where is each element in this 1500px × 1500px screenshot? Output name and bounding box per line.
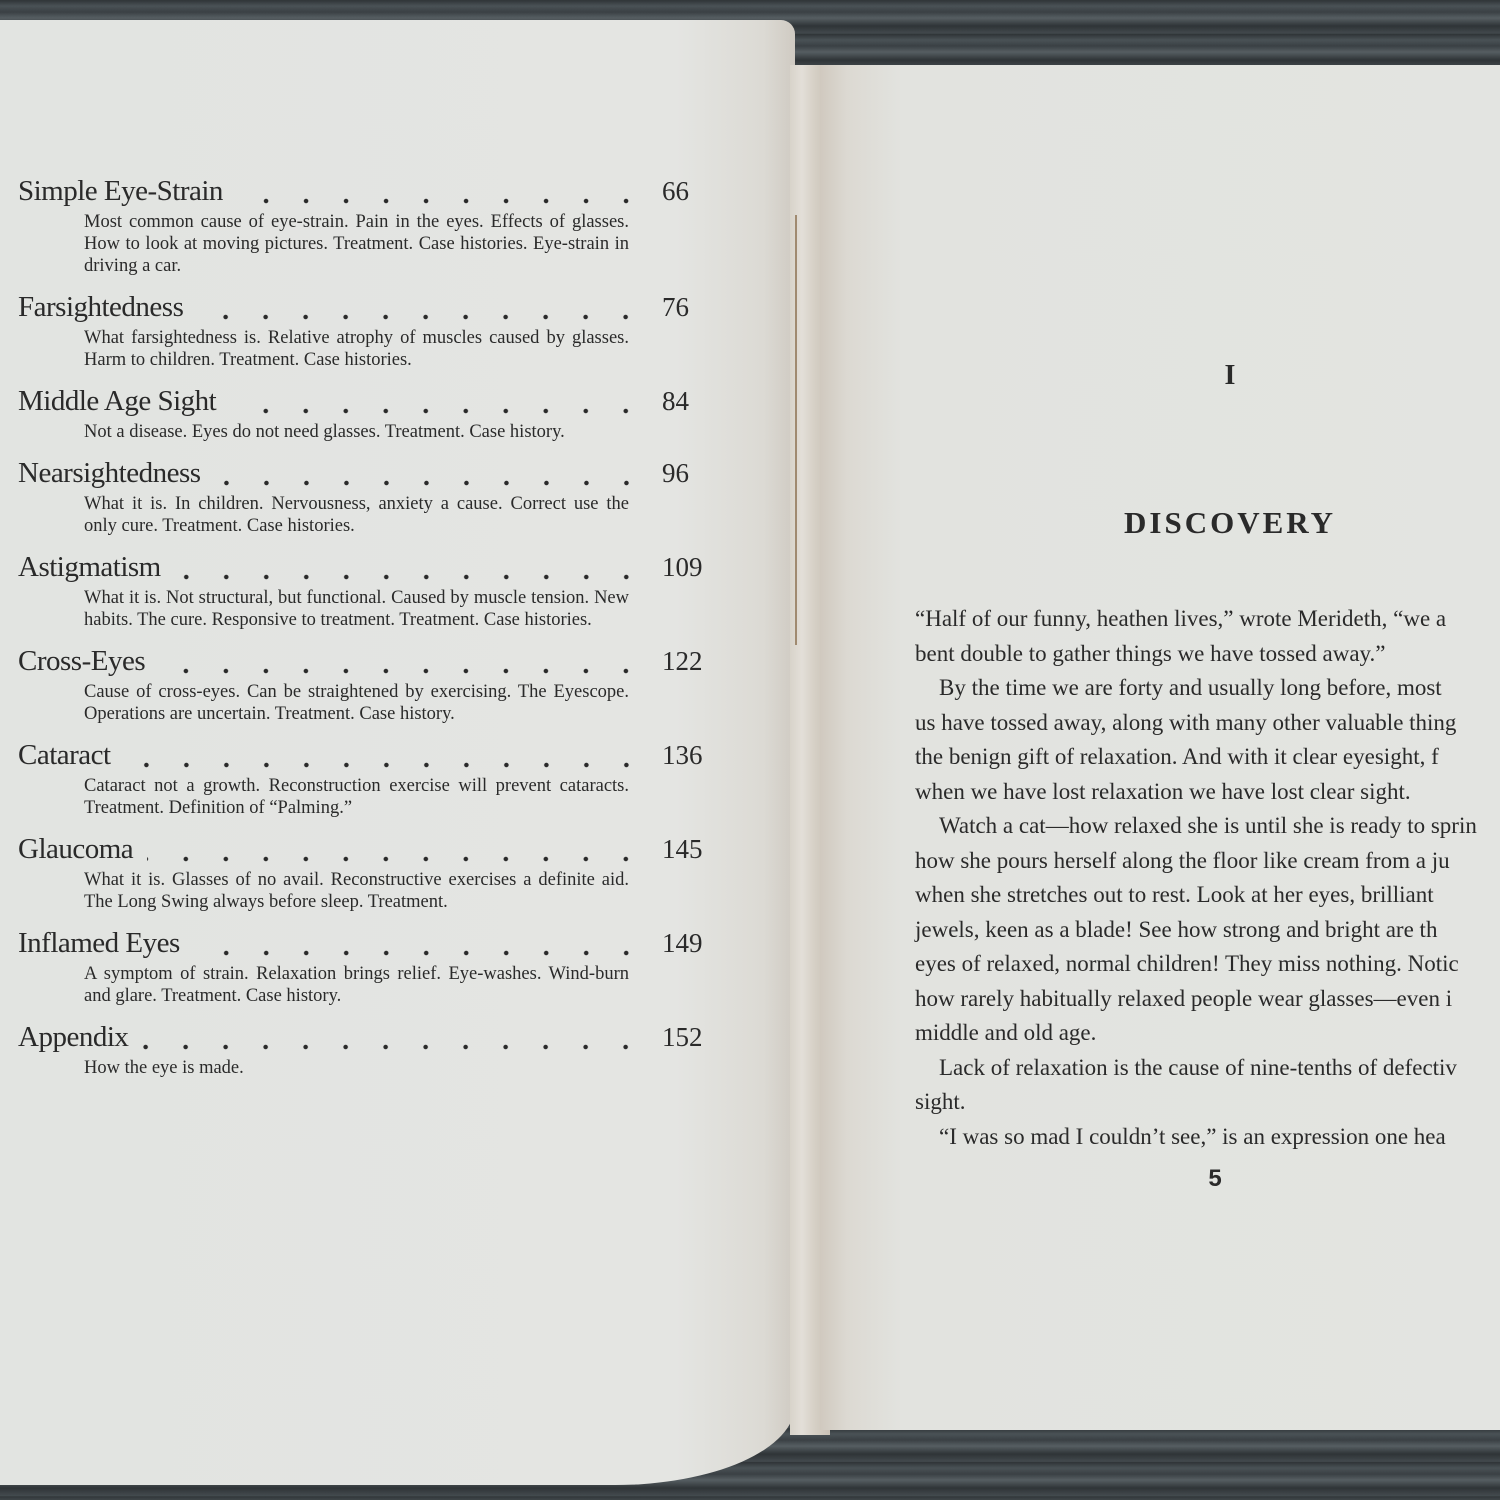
- body-line: when she stretches out to rest. Look at her eyes, brilliant: [915, 882, 1434, 907]
- body-line: jewels, keen as a blade! See how strong and bright are th: [915, 916, 1438, 942]
- body-line: us have tossed away, along with many other valuable thing: [915, 709, 1457, 735]
- toc-entry-page: 136: [662, 740, 703, 770]
- toc-entry-title: Simple Eye-Strain: [18, 175, 223, 207]
- dot-leader: [230, 407, 646, 415]
- dot-leader: [125, 761, 646, 769]
- toc-entry: [18, 385, 718, 443]
- toc-entry-title: Glaucoma: [18, 833, 134, 865]
- toc-entry-page: 66: [662, 176, 689, 206]
- toc-entry: [18, 291, 718, 371]
- toc-entry-page: 84: [662, 386, 689, 416]
- toc-entry-title: Astigmatism: [18, 551, 161, 583]
- toc-entry: [18, 1021, 718, 1079]
- toc-entry-title: Middle Age Sight: [18, 385, 217, 417]
- dot-leader: [159, 667, 646, 675]
- toc-entry: [18, 175, 718, 277]
- table-of-contents: [18, 175, 718, 1093]
- toc-entry-title: Nearsightedness: [18, 457, 201, 489]
- toc-entry-description: Cataract not a growth. Reconstruction exercise will prevent cataracts. Treatment. Definition of “Palming.”: [84, 776, 629, 818]
- toc-entry-title: Inflamed Eyes: [18, 927, 180, 959]
- toc-entry-title: Appendix: [18, 1021, 129, 1053]
- toc-entry-description: A symptom of strain. Relaxation brings relief. Eye-washes. Wind-burn and glare. Treatment. Case history.: [84, 964, 629, 1006]
- toc-entry-description: What farsightedness is. Relative atrophy of muscles caused by glasses. Harm to children. Treatment. Case histories.: [84, 328, 629, 370]
- toc-entry-page: 122: [662, 646, 703, 676]
- toc-entry: [18, 739, 718, 819]
- body-line: how rarely habitually relaxed people wear glasses—even i: [915, 985, 1453, 1011]
- body-line: Watch a cat—how relaxed she is until she is ready to sprin: [939, 813, 1477, 838]
- body-line: middle and old age.: [915, 1020, 1097, 1045]
- chapter-number: I: [1224, 360, 1236, 391]
- body-line: By the time we are forty and usually long before, most: [939, 675, 1442, 700]
- toc-entry-title: Cataract: [18, 739, 111, 771]
- toc-entry-description: How the eye is made.: [84, 1058, 244, 1078]
- toc-entry-page: 76: [662, 292, 689, 322]
- body-line: how she pours herself along the floor like cream from a ju: [915, 847, 1450, 873]
- toc-entry-description: Most common cause of eye-strain. Pain in the eyes. Effects of glasses. How to look at moving pictures. Treatment. Case histories. Eye-strain in driving a car.: [84, 212, 629, 276]
- toc-entry-description: What it is. Not structural, but functional. Caused by muscle tension. New habits. The cure. Responsive to treatment. Treatment. Case histories.: [84, 588, 629, 630]
- toc-entry-description: What it is. In children. Nervousness, anxiety a cause. Correct use the only cure. Treatment. Case histories.: [84, 494, 629, 536]
- toc-entry-page: 149: [662, 928, 703, 958]
- toc-entry-description: Not a disease. Eyes do not need glasses. Treatment. Case history.: [84, 422, 565, 442]
- body-line: “Half of our funny, heathen lives,” wrote Merideth, “we a: [915, 606, 1447, 631]
- toc-entry-page: 152: [662, 1022, 703, 1052]
- body-line: eyes of relaxed, normal children! They miss nothing. Notic: [915, 951, 1459, 976]
- dot-leader: [194, 949, 646, 957]
- toc-entry: [18, 927, 718, 1007]
- body-line: bent double to gather things we have tossed away.”: [915, 640, 1386, 666]
- toc-entry: [18, 645, 718, 725]
- body-line: sight.: [915, 1089, 966, 1114]
- toc-entry: [18, 551, 718, 631]
- page-number: 5: [1208, 1165, 1222, 1192]
- body-line: when we have lost relaxation we have lost clear sight.: [915, 778, 1411, 804]
- dot-leader: [197, 313, 646, 321]
- dot-leader: [237, 197, 646, 205]
- dot-leader: [147, 855, 646, 863]
- toc-entry-page: 109: [662, 552, 703, 582]
- toc-entry: [18, 833, 718, 913]
- toc-entry-title: Cross-Eyes: [18, 645, 146, 677]
- dot-leader: [142, 1043, 646, 1051]
- toc-entry-description: What it is. Glasses of no avail. Reconstructive exercises a definite aid. The Long Swing always before sleep. Treatment.: [84, 870, 629, 912]
- toc-entry-page: 96: [662, 458, 689, 488]
- body-line: Lack of relaxation is the cause of nine-tenths of defectiv: [939, 1054, 1457, 1080]
- body-line: the benign gift of relaxation. And with it clear eyesight, f: [915, 744, 1439, 769]
- toc-entry-page: 145: [662, 834, 703, 864]
- spine-crease: [795, 215, 797, 645]
- body-line: “I was so mad I couldn’t see,” is an expression one hea: [939, 1123, 1446, 1149]
- chapter-title: DISCOVERY: [1124, 505, 1336, 540]
- dot-leader: [175, 573, 646, 581]
- toc-entry-title: Farsightedness: [18, 291, 184, 323]
- toc-entry-description: Cause of cross-eyes. Can be straightened by exercising. The Eyescope. Operations are uncertain. Treatment. Case history.: [84, 682, 629, 724]
- dot-leader: [215, 479, 646, 487]
- chapter-body-text: [915, 602, 1500, 1154]
- toc-entry: [18, 457, 718, 537]
